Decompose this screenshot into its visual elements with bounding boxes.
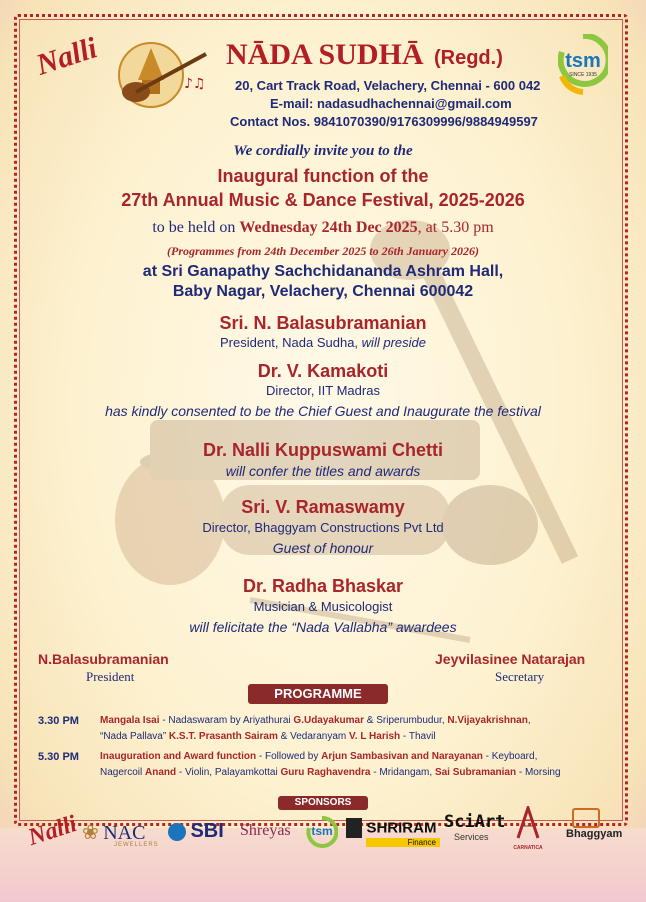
prog1-b4: V. L Harish bbox=[349, 731, 401, 742]
held-date: Wednesday 24th Dec 2025 bbox=[239, 219, 418, 236]
sponsor-nac-logo bbox=[82, 820, 162, 848]
tsm-logo-text: tsm bbox=[565, 50, 601, 72]
bhaggyam-mark-icon bbox=[572, 808, 600, 828]
guest-name-2: Dr. V. Kamakoti bbox=[257, 361, 389, 381]
guest-name-4: Sri. V. Ramaswamy bbox=[241, 497, 405, 517]
guest-role-5-b: will felicitate the “Nada Vallabha” awardees bbox=[189, 619, 457, 635]
veena-temple-logo bbox=[106, 40, 216, 110]
guest-name-5: Dr. Radha Bhaskar bbox=[242, 576, 404, 596]
guest-role-1-ital: will preside bbox=[361, 335, 426, 350]
prog2-b6: Sai Subramanian bbox=[434, 767, 517, 778]
prog2-b4: Guru Raghavendra bbox=[280, 767, 371, 778]
guest-role-4: Director, Bhaggyam Constructions Pvt Ltd bbox=[202, 520, 444, 535]
prog2-a2: - Followed by bbox=[256, 751, 322, 762]
svg-text:♪♫: ♪♫ bbox=[184, 76, 206, 92]
guest-name-1: Sri. N. Balasubramanian bbox=[219, 313, 427, 333]
sciart-text: SciArt bbox=[444, 812, 506, 832]
programme-heading: PROGRAMME bbox=[248, 684, 388, 704]
guest-role-4-b: Guest of honour bbox=[272, 540, 374, 556]
prog2-b3: - Violin, Palayamkottai bbox=[176, 767, 281, 778]
prog1-a6: , bbox=[527, 715, 531, 726]
carnatica-text: CARNATICA bbox=[513, 845, 543, 851]
programme-dates: (Programmes from 24th December 2025 to 26th January 2026) bbox=[167, 244, 479, 258]
nac-sub: JEWELLERS bbox=[114, 842, 159, 848]
sponsors-heading: SPONSORS bbox=[278, 796, 368, 810]
invite-line: We cordially invite you to the bbox=[233, 143, 413, 159]
tsm-logo bbox=[558, 34, 608, 96]
prog2-b7: - Morsing bbox=[516, 767, 561, 778]
secretary-name: Jeyvilasinee Natarajan bbox=[435, 651, 586, 667]
programme-time-2: 5.30 PM bbox=[38, 751, 79, 763]
email: E-mail: nadasudhachennai@gmail.com bbox=[270, 96, 512, 111]
sbi-text: SBI bbox=[190, 820, 224, 842]
prog2-b5: - Mridangam, bbox=[370, 767, 435, 778]
held-time: , at 5.30 pm bbox=[417, 219, 494, 236]
sponsor-tsm-text: tsm bbox=[311, 824, 333, 838]
sciart-sub: Services bbox=[454, 832, 489, 842]
held-on-line bbox=[0, 219, 646, 237]
president-role: President bbox=[86, 669, 135, 684]
sponsor-shreyas-logo: Shreyas bbox=[240, 822, 291, 839]
prog2-b2: Anand bbox=[145, 767, 177, 778]
programme-text-1 bbox=[100, 713, 620, 745]
programme-time-1: 3.30 PM bbox=[38, 715, 79, 727]
tsm-since: SINCE 1935 bbox=[569, 72, 597, 78]
shriram-icon bbox=[346, 818, 362, 838]
bhaggyam-text: Bhaggyam bbox=[566, 828, 623, 840]
guest-role-2: Director, IIT Madras bbox=[266, 383, 380, 398]
shriram-text: SHRIRAM bbox=[366, 819, 437, 837]
nalli-logo: Nalli bbox=[32, 31, 102, 82]
venue-line-1: at Sri Ganapathy Sachchidananda Ashram Hall, bbox=[142, 263, 504, 280]
sponsor-sbi-logo bbox=[168, 820, 224, 843]
prog1-b2: K.S.T. Prasanth Sairam bbox=[168, 731, 278, 742]
contact-numbers: Contact Nos. 9841070390/9176309996/9884949597 bbox=[230, 114, 538, 129]
inaugural-title: Inaugural function of the bbox=[217, 166, 429, 186]
harp-icon bbox=[510, 806, 546, 840]
sponsor-bhaggyam-logo bbox=[566, 808, 622, 840]
venue-line-2: Baby Nagar, Velachery, Chennai 600042 bbox=[172, 283, 474, 300]
guest-role-1 bbox=[0, 335, 646, 350]
prog1-a5: N.Vijayakrishnan bbox=[447, 715, 528, 726]
nac-mark-icon: ❀ bbox=[82, 822, 99, 844]
sbi-keyhole-icon bbox=[168, 823, 186, 841]
prog1-a2: - Nadaswaram by Ariyathurai bbox=[159, 715, 294, 726]
prog1-a4: & Sriperumbudur, bbox=[364, 715, 448, 726]
guest-role-5: Musician & Musicologist bbox=[253, 599, 393, 614]
sponsor-sciart-logo bbox=[444, 812, 505, 842]
sponsor-nalli-logo: Nalli bbox=[25, 811, 80, 852]
org-title-row bbox=[226, 38, 503, 72]
guest-role-1-text: President, Nada Sudha, bbox=[220, 335, 359, 350]
nac-text: NAC bbox=[103, 822, 146, 844]
prog2-b1: Nagercoil bbox=[100, 767, 146, 778]
president-name: N.Balasubramanian bbox=[38, 651, 169, 667]
prog1-b3: & Vedaranyam bbox=[277, 731, 350, 742]
programme-text-2 bbox=[100, 749, 620, 781]
held-prefix: to be held on bbox=[152, 219, 236, 236]
chief-guest-line: has kindly consented to be the Chief Guest and Inaugurate the festival bbox=[105, 403, 541, 419]
org-name: NĀDA SUDHĀ bbox=[226, 38, 424, 71]
shriram-sub: Finance bbox=[366, 838, 440, 847]
sponsor-shriram-logo bbox=[346, 818, 437, 847]
sponsor-carnatica-logo bbox=[510, 806, 546, 851]
prog1-a1: Mangala Isai bbox=[100, 715, 160, 726]
guest-role-3: will confer the titles and awards bbox=[225, 463, 421, 479]
festival-title: 27th Annual Music & Dance Festival, 2025-2026 bbox=[121, 190, 525, 210]
regd-label: (Regd.) bbox=[433, 47, 503, 69]
sponsor-tsm-logo bbox=[306, 816, 338, 848]
prog2-a4: - Keyboard, bbox=[482, 751, 538, 762]
secretary-role: Secretary bbox=[495, 669, 545, 684]
prog2-a1: Inauguration and Award function bbox=[100, 751, 257, 762]
guest-name-3: Dr. Nalli Kuppuswami Chetti bbox=[202, 440, 444, 460]
prog1-a3: G.Udayakumar bbox=[293, 715, 365, 726]
prog1-b5: - Thavil bbox=[400, 731, 436, 742]
address: 20, Cart Track Road, Velachery, Chennai - 600 042 bbox=[235, 78, 541, 93]
prog2-a3: Arjun Sambasivan and Narayanan bbox=[321, 751, 483, 762]
prog1-b1: “Nada Pallava” bbox=[100, 731, 169, 742]
